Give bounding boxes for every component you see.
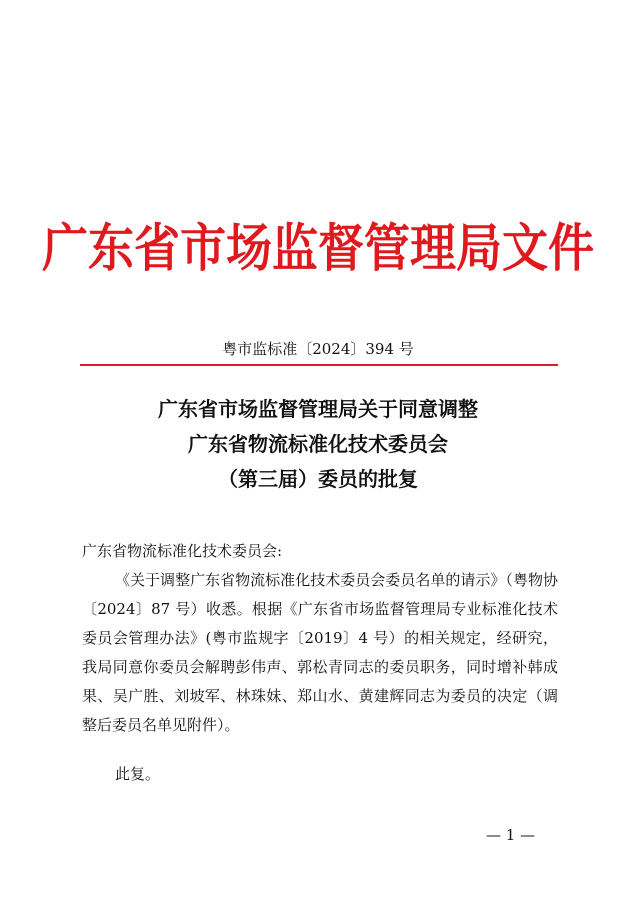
closing-text: 此复。	[115, 765, 161, 783]
document-title-line-2: 广东省物流标准化技术委员会	[188, 432, 448, 456]
document-title-line-3: （第三届）委员的批复	[218, 467, 418, 491]
masthead-title: 广东省市场监督管理局文件	[42, 217, 594, 279]
body-paragraph: 《关于调整广东省物流标准化技术委员会委员名单的请示》（粤物协〔2024〕87 号）收悉。根据《广东省市场监督管理局专业标准化技术委员会管理办法》(粤市监规字〔2019〕4 号）的相关规定，经研究，我局同意你委员会解聘彭伟声、郭松青同志的委员职务，同时增补韩成果、吴广胜、刘坡军、林珠妹、郑山水、黄建辉同志为委员的决定（调整后委员名单见附件）。	[82, 571, 558, 734]
addressee: 广东省物流标准化技术委员会:	[82, 542, 283, 560]
page-number: — 1 —	[486, 826, 536, 844]
document-title-line-1: 广东省市场监督管理局关于同意调整	[158, 397, 478, 421]
red-divider-line	[80, 364, 558, 366]
document-number: 粤市监标准〔2024〕394 号	[222, 340, 414, 358]
